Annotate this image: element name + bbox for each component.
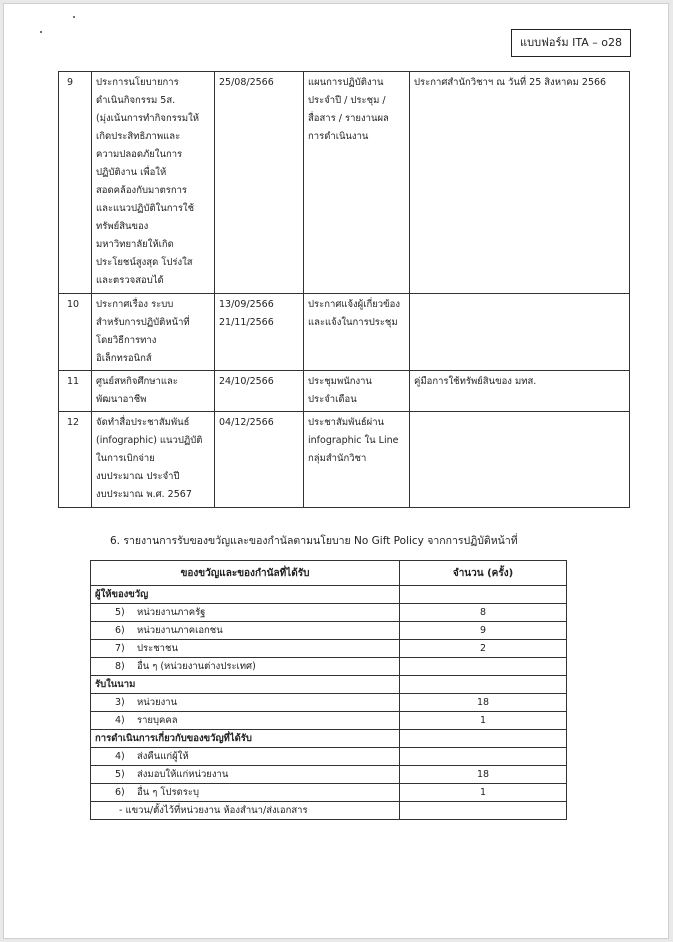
activity-number: 10 — [59, 294, 92, 371]
activity-number: 11 — [59, 371, 92, 412]
gift-row — [91, 712, 567, 730]
gift-group-value — [400, 586, 567, 604]
activity-row — [59, 371, 630, 412]
gift-note-count — [400, 802, 567, 820]
gift-item — [91, 784, 400, 802]
gift-group-row — [91, 586, 567, 604]
gift-item-number: 6) — [115, 787, 125, 798]
gift-item — [91, 604, 400, 622]
activity-row — [59, 412, 630, 508]
gift-row — [91, 604, 567, 622]
activity-channel-line: กลุ่มสำนักวิชา — [308, 453, 367, 464]
activity-date-line: 25/08/2566 — [219, 77, 274, 88]
activity-channel-line: ประกาศแจ้งผู้เกี่ยวข้อง — [308, 299, 400, 310]
activity-name-line: (มุ่งเน้นการทำกิจกรรมให้ — [96, 113, 200, 124]
activity-date-line: 13/09/2566 — [219, 299, 274, 310]
activity-evidence — [410, 412, 630, 508]
gift-group-title: ผู้ให้ของขวัญ — [91, 586, 400, 604]
form-label: แบบฟอร์ม ITA – o28 — [511, 29, 631, 57]
scan-speck — [40, 31, 42, 33]
gift-item-count: 1 — [400, 712, 567, 730]
activity-name — [92, 412, 215, 508]
gift-item — [91, 748, 400, 766]
gift-note: - แขวน/ตั้งไว้ที่หน่วยงาน ห้องสำนา/ส่งเอกสาร — [91, 802, 400, 820]
document-page — [3, 3, 669, 939]
activity-channel-line: การดำเนินงาน — [308, 131, 369, 142]
gift-item-number: 6) — [115, 625, 125, 636]
gift-item-count: 1 — [400, 784, 567, 802]
gift-item — [91, 694, 400, 712]
gift-item-count — [400, 658, 567, 676]
activity-channel — [304, 412, 410, 508]
gift-item — [91, 658, 400, 676]
gift-item-number: 5) — [115, 607, 125, 618]
gift-item-number: 3) — [115, 697, 125, 708]
activity-channel — [304, 72, 410, 294]
activity-channel — [304, 371, 410, 412]
activities-table — [58, 71, 630, 508]
activity-row — [59, 72, 630, 294]
gift-item-label: อื่น ๆ โปรดระบุ — [137, 787, 199, 798]
activity-channel-line: และแจ้งในการประชุม — [308, 317, 398, 328]
header-item: ของขวัญและของกำนัลที่ได้รับ — [91, 561, 400, 586]
activity-channel-line: แผนการปฏิบัติงาน — [308, 77, 384, 88]
activity-channel-line: ประจำเดือน — [308, 394, 357, 405]
gift-item-count: 18 — [400, 694, 567, 712]
activity-evidence — [410, 72, 630, 294]
activity-date — [215, 72, 304, 294]
activity-name-line: อิเล็กทรอนิกส์ — [96, 353, 152, 364]
activity-channel — [304, 294, 410, 371]
activity-name-line: จัดทำสื่อประชาสัมพันธ์ — [96, 417, 190, 428]
activity-name — [92, 294, 215, 371]
activity-date-line: 24/10/2566 — [219, 376, 274, 387]
gift-row — [91, 784, 567, 802]
activity-name-line: ประโยชน์สูงสุด โปร่งใส — [96, 257, 193, 268]
gift-report-table — [90, 560, 567, 820]
gift-item-number: 7) — [115, 643, 125, 654]
activity-channel-line: สื่อสาร / รายงานผล — [308, 113, 389, 124]
gift-item-count: 8 — [400, 604, 567, 622]
gift-item-label: หน่วยงานภาคเอกชน — [137, 625, 223, 636]
activity-name-line: ในการเบิกจ่าย — [96, 453, 155, 464]
scan-speck — [73, 16, 75, 18]
gift-row — [91, 658, 567, 676]
activity-name-line: งบประมาณ พ.ศ. 2567 — [96, 489, 192, 500]
activity-evidence-line: ประกาศสำนักวิชาฯ ณ วันที่ 25 สิงหาคม 2566 — [414, 77, 607, 88]
activity-date-line: 04/12/2566 — [219, 417, 274, 428]
gift-item-label: ส่งมอบให้แก่หน่วยงาน — [137, 769, 229, 780]
activity-evidence — [410, 371, 630, 412]
gift-note-row — [91, 802, 567, 820]
activity-date-line: 21/11/2566 — [219, 317, 274, 328]
gift-item — [91, 766, 400, 784]
activity-evidence — [410, 294, 630, 371]
activity-name — [92, 371, 215, 412]
activity-channel-line: ประจำปี / ประชุม / — [308, 95, 386, 106]
gift-row — [91, 694, 567, 712]
activity-number: 9 — [59, 72, 92, 294]
activity-number: 12 — [59, 412, 92, 508]
activity-date — [215, 294, 304, 371]
gift-item — [91, 712, 400, 730]
activity-name-line: สอดคล้องกับมาตรการ — [96, 185, 188, 196]
gift-row — [91, 748, 567, 766]
activity-name-line: สำหรับการปฏิบัติหน้าที่ — [96, 317, 190, 328]
gift-item — [91, 622, 400, 640]
gift-item-count — [400, 748, 567, 766]
activity-name-line: และตรวจสอบได้ — [96, 275, 164, 286]
gift-item-label: ประชาชน — [137, 643, 178, 654]
activity-channel-line: ประชาสัมพันธ์ผ่าน — [308, 417, 385, 428]
gift-row — [91, 766, 567, 784]
activity-date — [215, 412, 304, 508]
gift-group-value — [400, 730, 567, 748]
activity-name-line: งบประมาณ ประจำปี — [96, 471, 180, 482]
activity-name-line: ปฏิบัติงาน เพื่อให้ — [96, 167, 167, 178]
gift-item-count: 2 — [400, 640, 567, 658]
gift-group-value — [400, 676, 567, 694]
section-6-title: 6. รายงานการรับของขวัญและของกำนัลตามนโยบาย No Gift Policy จากการปฏิบัติหน้าที่ — [110, 535, 518, 547]
activity-name — [92, 72, 215, 294]
activity-evidence-line: คู่มือการใช้ทรัพย์สินของ มทส. — [414, 376, 537, 387]
gift-item-count: 9 — [400, 622, 567, 640]
gift-item-label: หน่วยงาน — [137, 697, 178, 708]
activity-name-line: มหาวิทยาลัยให้เกิด — [96, 239, 174, 250]
activity-row — [59, 294, 630, 371]
gift-item-label: ส่งคืนแก่ผู้ให้ — [137, 751, 189, 762]
gift-item-label: หน่วยงานภาครัฐ — [137, 607, 206, 618]
gift-item-number: 4) — [115, 751, 125, 762]
activity-name-line: และแนวปฏิบัติในการใช้ — [96, 203, 195, 214]
gift-item-number: 8) — [115, 661, 125, 672]
gift-group-row — [91, 676, 567, 694]
header-count: จำนวน (ครั้ง) — [400, 561, 567, 586]
gift-group-title: รับในนาม — [91, 676, 400, 694]
activity-name-line: ประการนโยบายการ — [96, 77, 179, 88]
activity-name-line: ศูนย์สหกิจศึกษาและ — [96, 376, 178, 387]
activity-name-line: โดยวิธีการทาง — [96, 335, 157, 346]
gift-group-row — [91, 730, 567, 748]
activity-name-line: (infographic) แนวปฏิบัติ — [96, 435, 203, 446]
activity-channel-line: infographic ใน Line — [308, 435, 399, 446]
activity-date — [215, 371, 304, 412]
activity-name-line: ทรัพย์สินของ — [96, 221, 149, 232]
gift-item-number: 5) — [115, 769, 125, 780]
gift-table-header — [91, 561, 567, 586]
gift-group-title: การดำเนินการเกี่ยวกับของขวัญที่ได้รับ — [91, 730, 400, 748]
gift-item-count: 18 — [400, 766, 567, 784]
gift-row — [91, 622, 567, 640]
activity-name-line: เกิดประสิทธิภาพและ — [96, 131, 181, 142]
gift-row — [91, 640, 567, 658]
gift-item-number: 4) — [115, 715, 125, 726]
gift-item-label: รายบุคคล — [137, 715, 178, 726]
activity-name-line: ดำเนินกิจกรรม 5ส. — [96, 95, 176, 106]
activity-name-line: พัฒนาอาชีพ — [96, 394, 147, 405]
activity-name-line: ความปลอดภัยในการ — [96, 149, 183, 160]
activity-name-line: ประกาศเรื่อง ระบบ — [96, 299, 174, 310]
gift-item — [91, 640, 400, 658]
gift-item-label: อื่น ๆ (หน่วยงานต่างประเทศ) — [137, 661, 256, 672]
activity-channel-line: ประชุมพนักงาน — [308, 376, 372, 387]
